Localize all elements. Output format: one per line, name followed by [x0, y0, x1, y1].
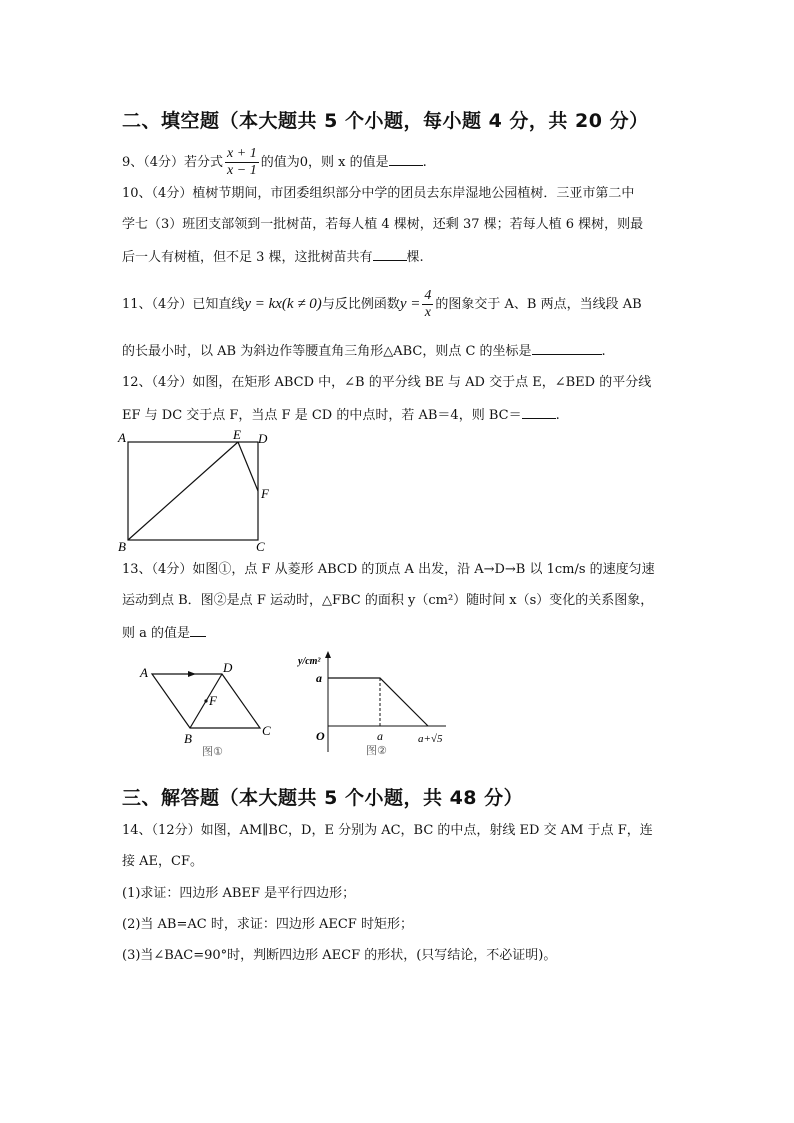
segment-ef	[238, 442, 258, 491]
arrow-ad-icon	[188, 671, 196, 677]
fig1-label-f: F	[209, 693, 217, 708]
q11-middle: 与反比例函数	[321, 297, 400, 312]
q10-line-3-pre: 后一人有树植，但不足 3 棵，这批树苗共有	[122, 250, 373, 265]
q13-line-1: 13、（4分）如图①，点 F 从菱形 ABCD 的顶点 A 出发，沿 A→D→B 以 1cm/s 的速度匀速	[122, 562, 655, 577]
q12-answer-blank[interactable]	[522, 406, 556, 419]
q11-fraction	[422, 288, 433, 321]
q9-suffix: 的值为0，则 x 的值是	[260, 155, 389, 170]
q10-line-3	[122, 248, 424, 266]
q11-numerator: 4	[424, 288, 432, 303]
section-2-title: 二、填空题（本大题共 5 个小题，每小题 4 分，共 20 分）	[122, 110, 649, 132]
q11-y-lhs: y =	[399, 296, 421, 312]
q11-line-2-post: .	[601, 344, 606, 359]
fig2-a-plus-root5: a+√5	[418, 733, 443, 745]
q10-line-2: 学七（3）班团支部领到一批树苗，若每人植 4 棵树，还剩 37 棵；若每人植 6 棵树，则最	[122, 217, 644, 232]
q12-rectangle-figure	[116, 428, 276, 556]
q12-line-2-pre: EF 与 DC 交于点 F，当点 F 是 CD 的中点时，若 AB＝4，则 BC＝	[122, 408, 522, 423]
q14-item-2: (2)当 AB=AC 时，求证：四边形 AECF 时矩形；	[122, 917, 413, 932]
q11-line-1	[122, 288, 642, 321]
label-b: B	[118, 539, 126, 554]
q13-answer-blank[interactable]	[190, 624, 206, 637]
q13-line-3-pre: 则 a 的值是	[122, 626, 191, 641]
fig1-caption: 图①	[202, 745, 223, 758]
label-a: A	[118, 430, 126, 445]
fig1-label-b: B	[184, 731, 192, 746]
fig2-a-x: a	[377, 729, 383, 743]
label-d: D	[258, 431, 268, 446]
q9-fraction	[225, 146, 259, 179]
q11-suffix: 的图象交于 A、B 两点，当线段 AB	[435, 297, 642, 312]
fig2-origin: O	[316, 729, 325, 743]
section-3-title: 三、解答题（本大题共 5 个小题，共 48 分）	[122, 787, 524, 809]
fig1-label-d: D	[223, 660, 233, 675]
q12-line-2	[122, 406, 560, 424]
label-e: E	[233, 428, 241, 442]
q11-line-2-pre: 的长最小时，以 AB 为斜边作等腰直角三角形△ABC，则点 C 的坐标是	[122, 344, 532, 359]
q10-line-1: 10、（4分）植树节期间，市团委组织部分中学的团员去东岸湿地公园植树．三亚市第二中	[122, 186, 635, 201]
q14-item-1: (1)求证：四边形 ABEF 是平行四边形；	[122, 886, 356, 901]
q13-graph-figure	[288, 648, 450, 760]
q11-denominator: x	[424, 305, 431, 320]
q11-line-equation: y = kx(k ≠ 0)	[244, 296, 322, 312]
question-9	[122, 146, 427, 179]
rectangle-abcd	[128, 442, 258, 540]
q11-line-2	[122, 342, 606, 360]
label-f: F	[261, 486, 269, 501]
q11-prefix: 11、（4分）已知直线	[122, 297, 245, 312]
q13-rhombus-figure	[136, 658, 286, 758]
y-axis-arrow-icon	[325, 651, 331, 658]
q14-line-2: 接 AE，CF。	[122, 854, 203, 869]
q9-end: .	[422, 155, 427, 170]
q13-line-2: 运动到点 B．图②是点 F 运动时，△FBC 的面积 y（cm²）随时间 x（s）变化的关系图象，	[122, 593, 654, 608]
q11-answer-blank[interactable]	[532, 342, 602, 355]
fig1-label-c: C	[262, 723, 271, 738]
fig1-label-a: A	[140, 665, 148, 680]
q12-line-2-post: .	[555, 408, 560, 423]
fig2-a-y: a	[316, 671, 322, 685]
point-f-dot	[204, 699, 207, 702]
q9-numerator: x + 1	[227, 146, 257, 161]
label-c: C	[256, 539, 265, 554]
q9-answer-blank[interactable]	[389, 153, 423, 166]
q9-denominator: x − 1	[227, 163, 257, 178]
q14-item-3: (3)当∠BAC=90°时，判断四边形 AECF 的形状，(只写结论，不必证明)。	[122, 948, 557, 963]
q12-line-1: 12、（4分）如图，在矩形 ABCD 中，∠B 的平分线 BE 与 AD 交于点 E，∠BED 的平分线	[122, 375, 652, 390]
q13-line-3	[122, 624, 206, 642]
fig2-ylabel: y/cm²	[298, 656, 321, 667]
fig2-caption: 图②	[366, 744, 387, 757]
q14-line-1: 14、（12分）如图，AM∥BC，D，E 分别为 AC，BC 的中点，射线 ED 交 AM 于点 F，连	[122, 823, 653, 838]
q10-line-3-post: 棵.	[406, 250, 424, 265]
q9-prefix: 9、（4分）若分式	[122, 155, 224, 170]
area-curve	[328, 678, 428, 726]
segment-be	[128, 442, 238, 540]
q10-answer-blank[interactable]	[373, 248, 407, 261]
